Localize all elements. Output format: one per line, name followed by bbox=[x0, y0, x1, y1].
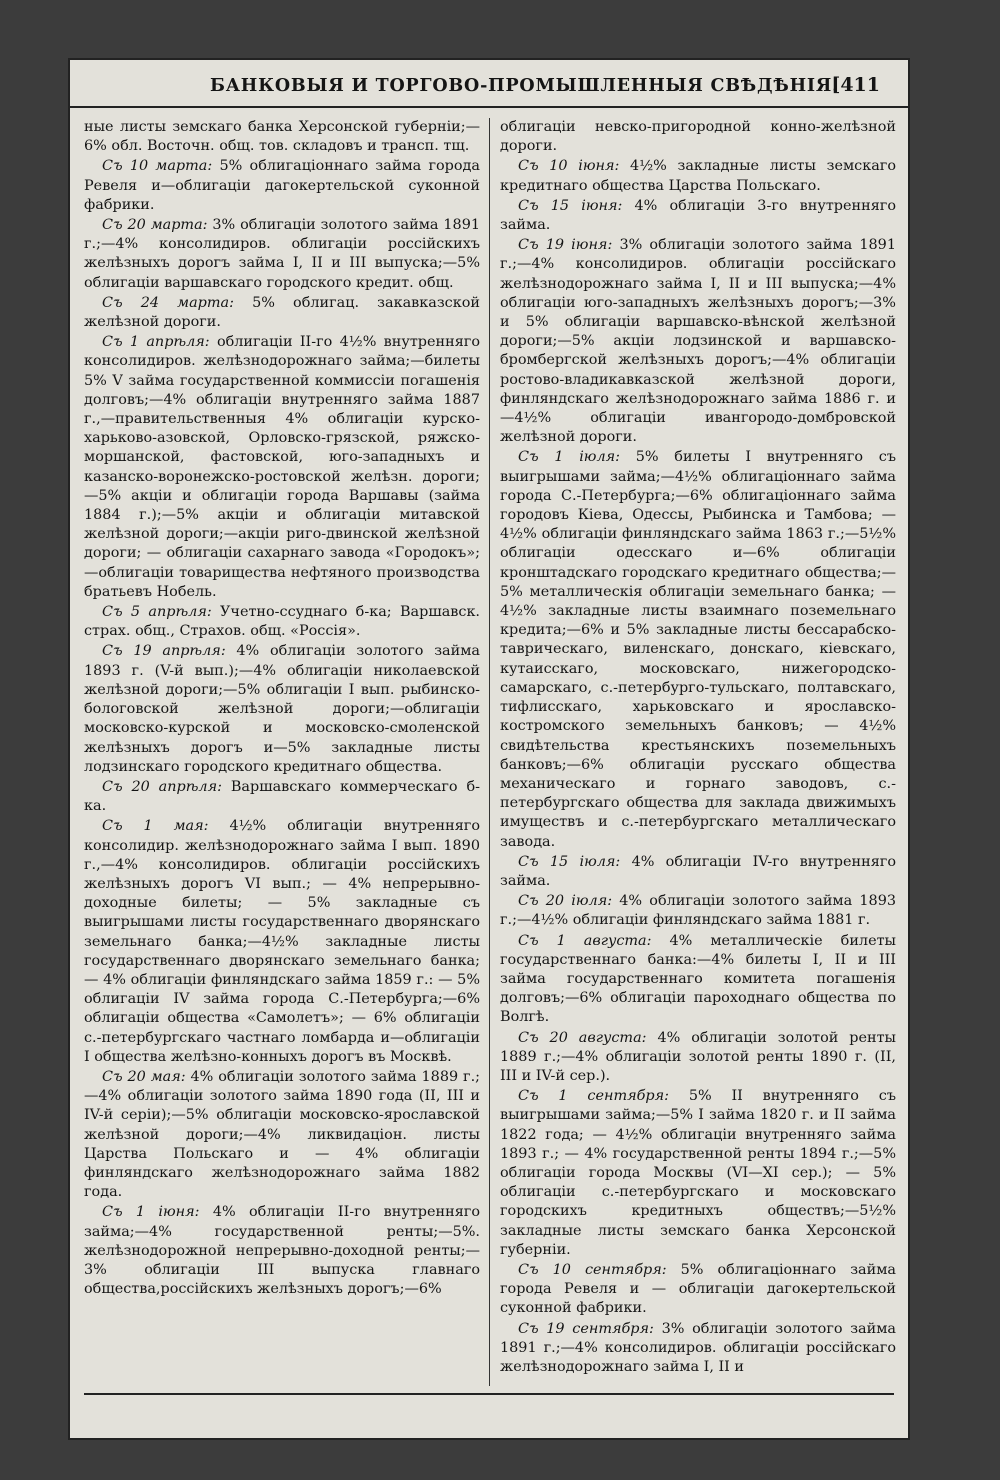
text-paragraph bbox=[84, 817, 480, 1067]
entry-text: 5% II внутренняго съ выигрышами займа;—5% I займа 1820 г. и II займа 1822 года; — 4½% облигаціи внутренняго займа 1893 г.; — 4% государственной ренты 1894 г.;—5% облигаціи города Москвы (VI—XI сер.); — 5% облигаціи с.-петербургскаго и московскаго городскихъ кредитныхъ обществъ;—5½% закладные листы земскаго банка Херсонской губерніи. bbox=[500, 1088, 896, 1258]
entry-date: Съ 15 іюня: bbox=[518, 197, 623, 214]
text-paragraph bbox=[84, 1203, 480, 1299]
text-paragraph bbox=[84, 642, 480, 776]
entry-text: 4% облигаціи IV-го внутренняго займа. bbox=[500, 853, 896, 889]
bottom-rule bbox=[84, 1393, 894, 1395]
right-column bbox=[500, 118, 896, 1388]
entry-text: 5% облигаціоннаго займа города Ревеля и—облигаціи дагокертельской суконной фабрики. bbox=[84, 158, 480, 213]
entry-date: Съ 1 мая: bbox=[102, 818, 209, 835]
entry-text: облигаціи невско-пригородной конно-желѣзной дороги. bbox=[500, 119, 896, 155]
entry-text: ные листы земскаго банка Херсонской губерніи;—6% обл. Восточн. общ. тов. складовъ и трансп. тщ. bbox=[84, 119, 480, 155]
page-number: [411 bbox=[831, 74, 880, 96]
text-paragraph bbox=[500, 1029, 896, 1087]
text-paragraph bbox=[500, 118, 896, 156]
left-column bbox=[84, 118, 480, 1388]
text-paragraph bbox=[84, 294, 480, 332]
text-paragraph bbox=[500, 197, 896, 235]
entry-date: Съ 15 іюля: bbox=[518, 853, 621, 870]
entry-date: Съ 1 сентября: bbox=[518, 1088, 669, 1105]
entry-date: Съ 1 августа: bbox=[518, 932, 652, 949]
text-paragraph bbox=[84, 333, 480, 602]
entry-text: 4% облигаціи II-го внутренняго займа;—4% государственной ренты;—5%. желѣзнодорожной непрерывно-доходной ренты;—3% облигаціи III выпуска главнаго общества,россійскихъ желѣзныхъ дорогъ;—6% bbox=[84, 1204, 480, 1298]
entry-text: Варшавскаго коммерческаго б-ка. bbox=[84, 778, 480, 815]
text-paragraph bbox=[500, 853, 896, 891]
text-paragraph bbox=[500, 1087, 896, 1260]
header-title: БАНКОВЫЯ И ТОРГОВО-ПРОМЫШЛЕННЫЯ СВѢДѢНІЯ. bbox=[210, 76, 840, 96]
entry-date: Съ 5 апрѣля: bbox=[102, 604, 212, 621]
text-paragraph bbox=[500, 1261, 896, 1319]
entry-date: Съ 10 іюня: bbox=[518, 158, 620, 175]
entry-date: Съ 19 апрѣля: bbox=[102, 643, 226, 660]
entry-text: 4% облигаціи золотой ренты 1889 г.;—4% облигаціи золотой ренты 1890 г. (II, III и IV-й сер.). bbox=[500, 1029, 896, 1084]
text-paragraph bbox=[84, 118, 480, 156]
entry-date: Съ 24 марта: bbox=[102, 294, 234, 311]
entry-date: Съ 10 сентября: bbox=[518, 1261, 667, 1278]
entry-text: 5% облигаціоннаго займа города Ревеля и — облигаціи дагокертельской суконной фабрики. bbox=[500, 1261, 896, 1317]
entry-date: Съ 1 іюня: bbox=[102, 1204, 200, 1221]
text-paragraph bbox=[84, 216, 480, 293]
entry-date: Съ 20 іюля: bbox=[518, 893, 613, 910]
entry-text: 4½% облигаціи внутренняго консолидир. желѣзнодорожнаго займа I вып. 1890 г.,—4% консолидиров. облигаціи россійскихъ желѣзныхъ дорогъ VI вып.; — 4% непрерывно-доходные билеты; — 5% закладные съ выигрышами листы государственнаго дворянскаго земельнаго банка;—4½% закладные листы государственнаго дворянскаго земельнаго банка; — 4% облигаціи финляндскаго займа 1859 г.: — 5% облигаціи IV займа города С.-Петербурга;—6% облигаціи общества «Самолетъ»; — 6% облигаціи с.-петербургскаго частнаго ломбарда и—облигаціи I общества желѣзно-конныхъ дорогъ въ Москвѣ. bbox=[84, 818, 480, 1065]
entry-text: 3% облигаціи золотого займа 1891 г.;—4% консолидиров. облигаціи россійскаго желѣзнодорожнаго займа I, II и III выпуска;—4% облигаціи юго-западныхъ желѣзныхъ дорогъ;—3% и 5% облигаціи варшавско-вѣнской желѣзной дороги;—5% акціи лодзинской и варшавско-бромбергской желѣзныхъ дорогъ;—4% облигаціи ростово-владикавказской желѣзной дороги, финляндскаго желѣзнодорожнаго займа 1886 г. и—4½% облигаціи ивангородо-домбровской желѣзной дороги. bbox=[500, 237, 896, 446]
entry-text: Учетно-ссуднаго б-ка; Варшавск. страх. общ., Страхов. общ. «Россія». bbox=[84, 604, 480, 640]
entry-text: 4% металлическіе билеты государственнаго банка:—4% билеты I, II и III займа государственнаго комитета погашенія долговъ;—6% облигаціи пароходнаго общества по Волгѣ. bbox=[500, 932, 896, 1026]
entry-text: 3% облигаціи золотого займа 1891 г.;—4% консолидиров. облигаціи россійскаго желѣзнодорожнаго займа I, II и bbox=[500, 1320, 896, 1375]
entry-text: 4% облигаціи золотого займа 1893 г.;—4½% облигаціи финляндскаго займа 1881 г. bbox=[500, 893, 896, 929]
text-paragraph bbox=[84, 1068, 480, 1202]
text-paragraph bbox=[500, 1320, 896, 1378]
document-page bbox=[68, 58, 910, 1440]
entry-date: Съ 10 марта: bbox=[102, 158, 213, 175]
entry-text: 5% облигац. закавказской желѣзной дороги. bbox=[84, 294, 480, 331]
text-paragraph bbox=[500, 448, 896, 851]
entry-text: 4% облигаціи 3-го внутренняго займа. bbox=[500, 197, 896, 234]
column-divider bbox=[489, 118, 490, 1386]
entry-text: 4½% закладные листы земскаго кредитнаго общества Царства Польскаго. bbox=[500, 158, 896, 194]
entry-text: облигаціи II-го 4½% внутренняго консолидиров. желѣзнодорожнаго займа;—билеты 5% V займа государственной коммиссіи погашенія долговъ;—4% облигаціи внутренняго займа 1887 г.,—правительственныя 4% облигаціи курско-харьково-азовской, Орловско-грязской, ряжско-моршанской, фастовской, юго-западныхъ и казанско-воронежско-ростовской желѣзн. дороги;—5% акціи и облигаціи города Варшавы (займа 1884 г.);—5% акціи и облигаціи митавской желѣзной дороги;—акціи риго-двинской желѣзной дороги; — облигаціи сахарнаго завода «Городокъ»;—облигаціи товарищества нефтяного производства братьевъ Нобель. bbox=[84, 334, 480, 600]
entry-date: Съ 20 марта: bbox=[102, 217, 208, 234]
entry-text: 3% облигаціи золотого займа 1891 г.;—4% консолидиров. облигаціи россійскихъ желѣзныхъ дорогъ займа I, II и III выпуска;—5% облигаціи варшавскаго городского кредит. общ. bbox=[84, 217, 480, 291]
text-paragraph bbox=[84, 157, 480, 215]
entry-date: Съ 19 сентября: bbox=[518, 1320, 654, 1337]
running-header bbox=[70, 70, 908, 108]
text-paragraph bbox=[500, 932, 896, 1028]
entry-text: 4% облигаціи золотого займа 1889 г.;—4% облигаціи золотого займа 1890 года (II, III и IV-й серіи);—5% облигаціи московско-ярославской желѣзной дороги;—4% ликвидаціон. листы Царства Польскаго и — 4% облигаціи финляндскаго желѣзнодорожнаго займа 1882 года. bbox=[84, 1068, 480, 1201]
entry-date: Съ 20 августа: bbox=[518, 1029, 647, 1046]
text-paragraph bbox=[84, 603, 480, 641]
entry-text: 5% билеты I внутренняго съ выигрышами займа;—4½% облигаціоннаго займа города С.-Петербурга;—6% облигаціоннаго займа городовъ Кіева, Одессы, Рыбинска и Тамбова; — 4½% облигаціи финляндскаго займа 1863 г.;—5½% облигаціи одесскаго и—6% облигаціи кронштадскаго городскаго кредитнаго общества;—5% металлическія облигаціи земельнаго банка; — 4½% закладные листы взаимнаго поземельнаго кредита;—6% и 5% закладные листы бессарабско-таврическаго, виленскаго, донскаго, кіевскаго, кутаисскаго, московскаго, нижегородско-самарскаго, с.-петербурго-тульскаго, полтавскаго, тифлисскаго, харьковскаго и ярославско-костромского земельныхъ банковъ; — 4½% свидѣтельства крестьянскихъ поземельныхъ банковъ;—6% облигаціи русскаго общества механическаго и горнаго заводовъ, с.-петербургскаго общества для заклада движимыхъ имуществъ и с.-петербургскаго металлическаго завода. bbox=[500, 449, 896, 850]
entry-date: Съ 1 апрѣля: bbox=[102, 334, 210, 351]
entry-date: Съ 20 апрѣля: bbox=[102, 778, 222, 795]
entry-date: Съ 20 мая: bbox=[102, 1068, 186, 1085]
entry-date: Съ 19 іюня: bbox=[518, 237, 613, 254]
text-paragraph bbox=[84, 778, 480, 816]
text-paragraph bbox=[500, 892, 896, 930]
entry-text: 4% облигаціи золотого займа 1893 г. (V-й вып.);—4% облигаціи николаевской желѣзной дороги;—5% облигаціи I вып. рыбинско-бологовской желѣзной дороги;—облигаціи московско-курской и московско-смоленской желѣзныхъ дорогъ и—5% закладные листы лодзинскаго городского кредитнаго общества. bbox=[84, 643, 480, 775]
entry-date: Съ 1 іюля: bbox=[518, 449, 621, 466]
text-paragraph bbox=[500, 236, 896, 447]
text-paragraph bbox=[500, 157, 896, 195]
